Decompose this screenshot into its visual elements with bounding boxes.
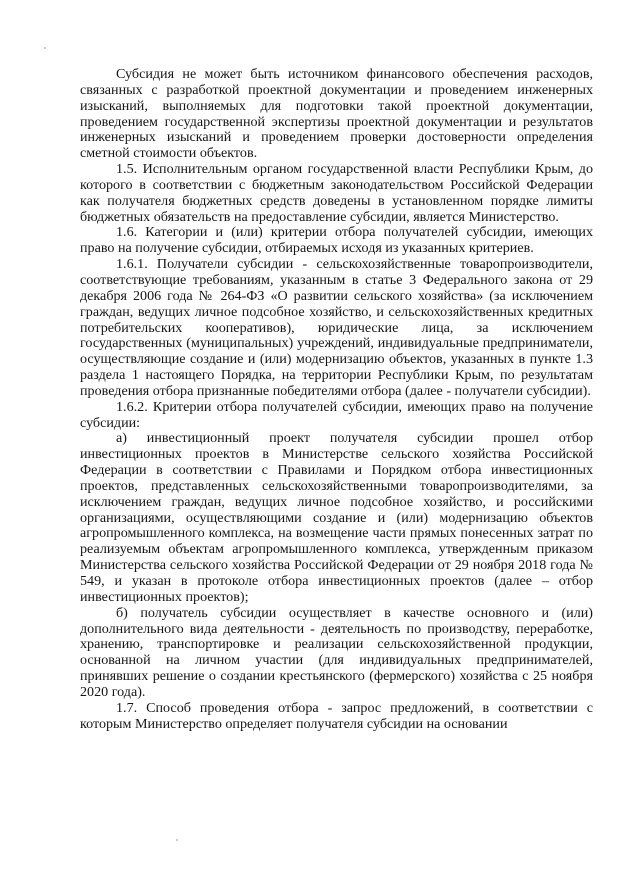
paragraph-1-6-1-recipients: 1.6.1. Получатели субсидии - сельскохозяйственные товаропроизводители, соответствующие требованиям, указанным в статье 3 Федерального закона от 29 декабря 2006 года № 264-ФЗ «О развитии сельского хозяйства» (за исключением граждан, ведущих личное подсобное хозяйство, и сельскохозяйственных кредитных потребительских кооперативов), юридические лица, за исключением государственных (муниципальных) учреждений, индивидуальные предприниматели, осуществляющие создание и (или) модернизацию объектов, указанных в пункте 1.3 раздела 1 настоящего Порядка, на территории Республики Крым, по результатам проведения отбора признанные победителями отбора (далее - получатели субсидии). (80, 256, 593, 399)
scan-speck (44, 47, 46, 49)
scan-speck (176, 839, 178, 841)
paragraph-criterion-b: б) получатель субсидии осуществляет в качестве основного и (или) дополнительного вида деятельности - деятельность по производству, переработке, хранению, транспортировке и реализации сельскохозяйственной продукции, основанной на личном участии (для индивидуальных предпринимателей, принявших решение о создании крестьянского (фермерского) хозяйства с 25 ноября 2020 года). (80, 604, 593, 700)
paragraph-1-5-executive-body: 1.5. Исполнительным органом государственной власти Республики Крым, до которого в соответствии с бюджетным законодательством Российской Федерации как получателя бюджетных средств доведены в установленном порядке лимиты бюджетных обязательств на предоставление субсидии, является Министерство. (80, 161, 593, 225)
paragraph-subsidy-restriction: Субсидия не может быть источником финансового обеспечения расходов, связанных с разработкой проектной документации и проведением инженерных изысканий, выполняемых для подготовки такой проектной документации, проведением государственной экспертизы проектной документации и результатов инженерных изысканий и проведением проверки достоверности определения сметной стоимости объектов. (80, 66, 593, 162)
paragraph-criterion-a: а) инвестиционный проект получателя субсидии прошел отбор инвестиционных проектов в Министерстве сельского хозяйства Российской Федерации в соответствии с Правилами и Порядком отбора инвестиционных проектов, представленных сельскохозяйственными товаропроизводителями, за исключением граждан, ведущих личное подсобное хозяйство, и российскими организациями, осуществляющими создание и (или) модернизацию объектов агропромышленного комплекса, на возмещение части прямых понесенных затрат по реализуемым объектам агропромышленного комплекса, утвержденным приказом Министерства сельского хозяйства Российской Федерации от 29 ноября 2018 года № 549, и указан в протоколе отбора инвестиционных проектов (далее – отбор инвестиционных проектов); (80, 430, 593, 605)
paragraph-1-7-selection-method: 1.7. Способ проведения отбора - запрос предложений, в соответствии с которым Министерство определяет получателя субсидии на основании (80, 699, 593, 732)
document-page (80, 67, 593, 732)
paragraph-1-6-categories: 1.6. Категории и (или) критерии отбора получателей субсидии, имеющих право на получение субсидии, отбираемых исходя из указанных критериев. (80, 224, 593, 257)
paragraph-1-6-2-criteria: 1.6.2. Критерии отбора получателей субсидии, имеющих право на получение субсидии: (80, 398, 593, 431)
